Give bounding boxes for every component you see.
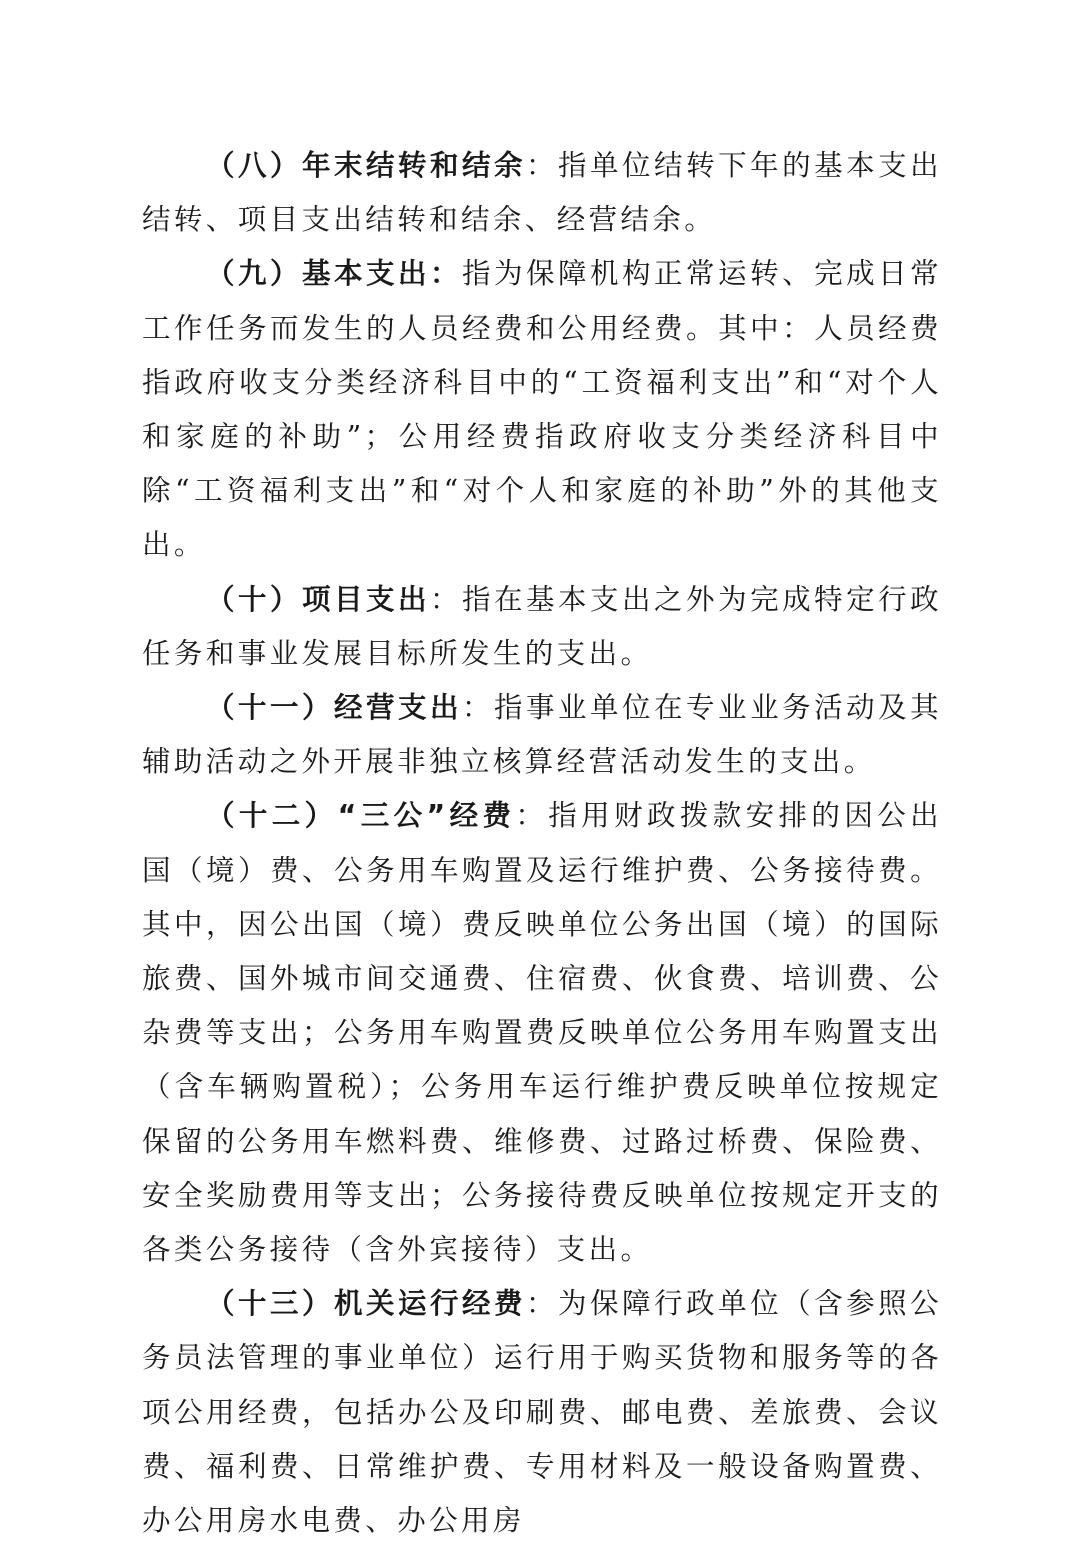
- term-operating-expenditure: （十一）经营支出: [206, 691, 463, 725]
- definition-year-end-balance: ：指单位结转下年的基本支出结转、项目支出结转和结余、经营结余。: [142, 149, 942, 237]
- definition-basic-expenditure: 指为保障机构正常运转、完成日常工作任务而发生的人员经费和公用经费。其中：人员经费指政府收支分类经济科目中的“工资福利支出”和“对个人和家庭的补助”；公用经费指政府收支分类经济科目中除“工资福利支出”和“对个人和家庭的补助”外的其他支出。: [142, 257, 942, 562]
- definition-agency-operating-funds: ：为保障行政单位（含参照公务员法管理的事业单位）运行用于购买货物和服务等的各项公用经费，包括办公及印刷费、邮电费、差旅费、会议费、福利费、日常维护费、专用材料及一般设备购置费、办公用房水电费、办公用房: [142, 1287, 942, 1538]
- term-project-expenditure: （十）项目支出: [206, 582, 431, 616]
- definition-operating-expenditure: ：指事业单位在专业业务活动及其辅助活动之外开展非独立核算经营活动发生的支出。: [142, 691, 942, 779]
- term-basic-expenditure: （九）基本支出：: [206, 257, 463, 291]
- term-year-end-balance: （八）年末结转和结余: [206, 149, 527, 182]
- definition-project-expenditure: ：指在基本支出之外为完成特定行政任务和事业发展目标所发生的支出。: [142, 582, 942, 670]
- definition-three-public-expenses: ：指用财政拨款安排的因公出国（境）费、公务用车购置及运行维护费、公务接待费。其中，因公出国（境）费反映单位公务出国（境）的国际旅费、国外城市间交通费、住宿费、伙食费、培训费、公杂费等支出；公务用车购置费反映单位公务用车购置支出（含车辆购置税）；公务用车运行维护费反映单位按规定保留的公务用车燃料费、维修费、过路过桥费、保险费、安全奖励费用等支出；公务接待费反映单位按规定开支的各类公务接待（含外宾接待）支出。: [142, 799, 942, 1267]
- document-body: [142, 139, 942, 1548]
- paragraph-year-end-balance: [142, 139, 942, 247]
- paragraph-three-public-expenses: [142, 789, 942, 1277]
- term-agency-operating-funds: （十三）机关运行经费: [206, 1287, 527, 1321]
- paragraph-basic-expenditure: [142, 247, 942, 572]
- paragraph-agency-operating-funds: [142, 1277, 942, 1548]
- term-three-public-expenses: （十二）“三公”经费: [206, 799, 516, 833]
- paragraph-project-expenditure: [142, 573, 942, 681]
- paragraph-operating-expenditure: [142, 681, 942, 789]
